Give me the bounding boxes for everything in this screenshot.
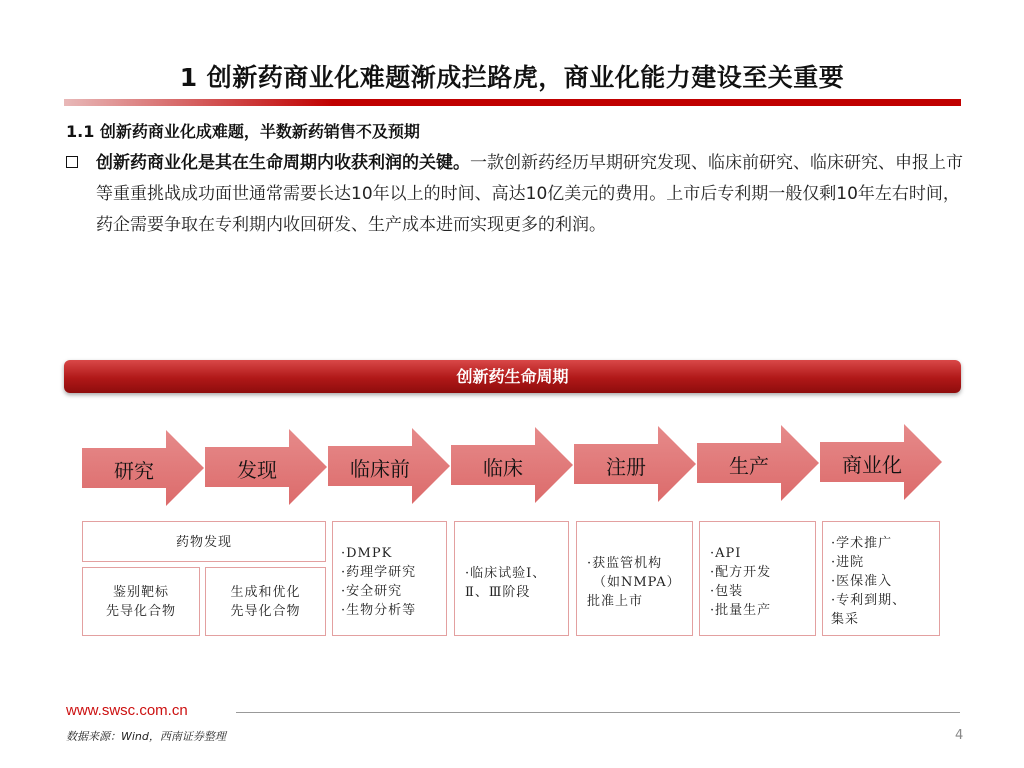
footer-divider xyxy=(236,712,960,713)
stage-label: 临床前 xyxy=(350,457,410,481)
production-line: ·配方开发 xyxy=(710,565,772,580)
registration-line: （如NMPA） xyxy=(593,575,681,590)
slide-title: 1 创新药商业化难题渐成拦路虎，商业化能力建设至关重要 xyxy=(179,63,845,92)
stage-label: 研究 xyxy=(114,459,154,483)
preclinical-line: ·安全研究 xyxy=(341,584,403,599)
stage-label: 发现 xyxy=(237,458,277,482)
footer-source: 数据来源：Wind，西南证券整理 xyxy=(66,730,226,743)
registration-box xyxy=(576,521,693,636)
registration-line: ·获监管机构 xyxy=(587,556,663,571)
clinical-box xyxy=(454,521,569,636)
discovery-right-box xyxy=(205,567,326,636)
discovery-right-line-1: 生成和优化 xyxy=(230,585,301,600)
discovery-header-box xyxy=(82,521,326,562)
production-line: ·包装 xyxy=(710,584,744,599)
body-paragraph-bold: 创新药商业化是其在生命周期内收获利润的关键。 xyxy=(96,153,470,173)
production-line: ·API xyxy=(710,546,742,561)
stage-label: 生产 xyxy=(729,454,769,478)
commercial-line: ·专利到期、 xyxy=(831,593,907,608)
commercial-line: ·医保准入 xyxy=(831,574,893,589)
discovery-left-line-2: 先导化合物 xyxy=(105,604,176,619)
page-number: 4 xyxy=(955,728,964,743)
stage-label: 临床 xyxy=(483,456,523,480)
preclinical-box xyxy=(332,521,447,636)
preclinical-line: ·DMPK xyxy=(341,546,393,561)
commercial-line: ·学术推广 xyxy=(831,536,893,551)
preclinical-line: ·药理学研究 xyxy=(341,565,417,580)
stage-label: 注册 xyxy=(606,455,646,479)
registration-line: 批准上市 xyxy=(587,594,644,609)
clinical-line: Ⅱ、Ⅲ阶段 xyxy=(465,585,531,600)
discovery-left-box xyxy=(82,567,200,636)
lifecycle-banner: 创新药生命周期 xyxy=(64,360,961,393)
discovery-header-text: 药物发现 xyxy=(175,535,232,550)
footer-url-link[interactable]: www.swsc.com.cn xyxy=(66,702,188,719)
production-box xyxy=(699,521,816,636)
preclinical-line: ·生物分析等 xyxy=(341,603,417,618)
stage-label: 商业化 xyxy=(842,453,902,477)
clinical-line: ·临床试验Ⅰ、 xyxy=(465,566,547,581)
production-line: ·批量生产 xyxy=(710,603,772,618)
commercial-line: ·进院 xyxy=(831,555,865,570)
commercial-line: 集采 xyxy=(831,612,860,627)
discovery-right-line-2: 先导化合物 xyxy=(230,604,301,619)
body-paragraph-rest: 一款创新药经历早期研究发现、临床前研究、临床研究、申报上市等重重挑战成功面世通常需要长达10年以上的时间、高达10亿美元的费用。上市后专利期一般仅剩10年左右时间，药企需要争取在专利期内收回研发、生产成本进而实现更多的利润。 xyxy=(96,153,963,235)
section-subtitle: 1.1 创新药商业化成难题，半数新药销售不及预期 xyxy=(66,122,420,141)
discovery-left-line-1: 鉴别靶标 xyxy=(112,585,169,600)
commercial-box xyxy=(822,521,940,636)
